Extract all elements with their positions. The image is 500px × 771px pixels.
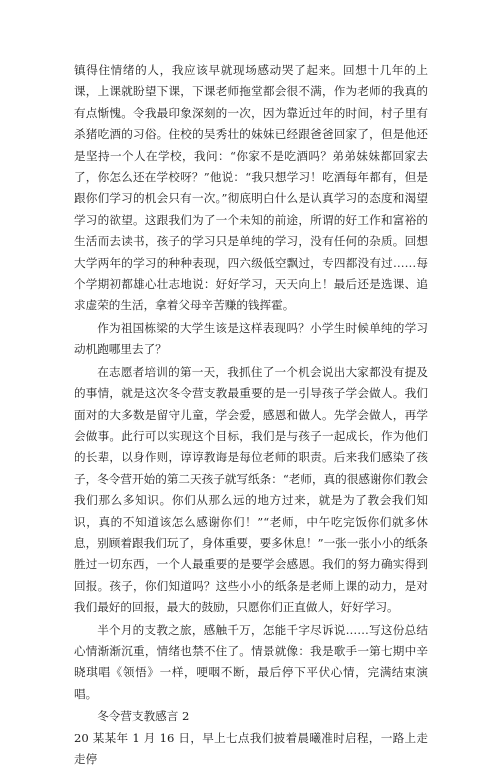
section-heading: 冬令营支教感言 2 bbox=[97, 709, 190, 724]
paragraph-5: 20 某某年 1 月 16 日，早上七点我们披着晨曦准时启程，一路上走走停 bbox=[74, 730, 428, 766]
document-body bbox=[74, 60, 428, 771]
paragraph-3: 在志愿者培训的第一天，我抓住了一个机会说出大家都没有提及的事情，就是这次冬令营支教最重要的是一引导孩子学会做人。我们面对的大多数是留守儿童，学会爱，感恩和做人。先学会做人，再学会做事。此行可以实现这个目标，我们是与孩子一起成长，作为他们的长辈，以身作则，谆谆教诲是每位老师的职责。后来我们感染了孩子，冬令营开始的第二天孩子就写纸条：“老师，真的很感谢你们教会我们那么多知识。你们从那么远的地方过来，就是为了教会我们知识，真的不知道该怎么感谢你们！”“老师，中午吃完饭你们就多休息，别顾着跟我们玩了，身体重要，要多休息！”一张一张小小的纸条胜过一切东西，一个人最重要的是要学会感恩。我们的努力确实得到回报。孩子，你们知道吗？这些小小的纸条是老师上课的动力，是对我们最好的回报，最大的鼓励，只愿你们正直做人，好好学习。 bbox=[74, 364, 428, 615]
paragraph-1: 镇得住情绪的人，我应该早就现场感动哭了起来。回想十几年的上课，上课就盼望下课，下课老师拖堂都会很不满，作为老师的我真的有点惭愧。令我最印象深刻的一次，因为靠近过年的时间，村子里有杀猪吃酒的习俗。住校的吴秀壮的妹妹已经跟爸爸回家了，但是他还是坚持一个人在学校，我问：“你家不是吃酒吗？弟弟妹妹都回家去了，你怎么还在学校呀？”他说：“我只想学习！吃酒每年都有，但是跟你们学习的机会只有一次。”彻底明白什么是认真学习的态度和渴望学习的欲望。这跟我们为了一个未知的前途，所谓的好工作和富裕的生活而去读书，孩子的学习只是单纯的学习，没有任何的杂质。回想大学两年的学习的种种表现，四六级低空飘过，专四都没有过……每个学期初都雄心壮志地说：好好学习，天天向上！最后还是选课、追求虚荣的生活，拿着父母辛苦赚的钱挥霍。 bbox=[74, 63, 428, 313]
paragraph-2: 作为祖国栋梁的大学生该是这样表现吗？小学生时候单纯的学习动机跑哪里去了？ bbox=[74, 320, 428, 357]
paragraph-4: 半个月的支教之旅，感触千万，怎能千字尽诉说……写这份总结心情渐渐沉重，情绪也禁不住了。情景就像：我是歌手一第七期中辛晓琪唱《领悟》一样，哽咽不断，最后停下平伏心情，完满结束演唱。 bbox=[74, 622, 428, 701]
